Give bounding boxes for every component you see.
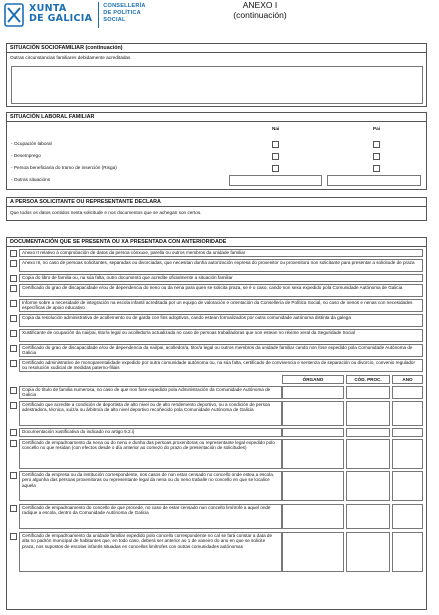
- logo-name-line2: DE GALICIA: [29, 13, 93, 24]
- doc-checkbox[interactable]: [10, 505, 17, 512]
- cod-proc-field[interactable]: [346, 386, 390, 399]
- logo-org-line1: CONSELLERÍA: [103, 3, 146, 9]
- logo-org-line3: SOCIAL: [103, 17, 126, 23]
- doc-item-text: Certificado da empresa ou da institución correspondente, nos casos de non estar censado no concello onde estea a escola, pero algunha das persoas proxenitoras ou representante legal da nena ou do neno traballe no concello en que se localice aquela: [19, 471, 282, 501]
- socio-label: Outras circunstancias familiares debidamente acreditadas: [10, 55, 131, 60]
- ano-field[interactable]: [392, 439, 423, 469]
- declara-text: Que todos os datos contidos nesta solicitude e nos documentos que se achegan son certos.: [10, 210, 202, 215]
- doc-checkbox[interactable]: [10, 315, 17, 322]
- doc-item-text: Xustificante de ocupación da nai/pai, titor/a legal ou acolledor/a actualizada no caso de persoas traballadoras que non estean no réxime xeral da Seguridade Social: [19, 329, 423, 342]
- doc-checkbox[interactable]: [10, 285, 17, 292]
- doc-checkbox[interactable]: [10, 275, 17, 282]
- doc-item: [10, 259, 423, 272]
- doc-item-text: Copia da resolución administrativa de acollemento ou de garda con fins adoptivos, cando estean formalizados por outra comunidade autónoma distinta da galega: [19, 314, 423, 327]
- doc-item-text: Informe sobre a necesidade de integración na escola infantil acreditada por un equipo de valoración e orientación da Consellería de Política Social, no caso de nenos e nenas con necesidades específicas de apoio educativo: [19, 299, 423, 312]
- doc-item-text: Anexo III, no caso de persoas solicitantes, separadas ou divorciadas, que necesitan dunha autorización expresa do proxenitor ou proxenitora non solicitante para presentar a solicitude de praza: [19, 259, 423, 272]
- doc-table-item: [10, 386, 282, 399]
- logo-name-line1: XUNTA: [29, 3, 67, 14]
- doc-table-item: [10, 428, 282, 437]
- doc-item: [10, 344, 423, 357]
- doc-item-text: Certificado que acredite a condición de deportista de alto nivel ou de alto rendemento deportivo, ou a condición de persoa adestradora, técnica, xuíz/a ou árbitro/a de alto nivel deportivo recoñecido pola Comunidade Autónoma de Galicia: [19, 401, 282, 426]
- doc-checkbox[interactable]: [10, 260, 17, 267]
- doc-table-item: [10, 471, 282, 501]
- laboral-row-risga: - Persoa beneficiaria do tramo de inserción (Risga): [11, 165, 117, 170]
- ocupacion-pai-checkbox[interactable]: [373, 141, 380, 148]
- doc-checkbox[interactable]: [10, 429, 17, 436]
- doc-item: [10, 314, 423, 327]
- xunta-logo: [3, 2, 153, 30]
- doc-item: [10, 284, 423, 297]
- laboral-section: [6, 112, 427, 190]
- column-nai: Nai: [272, 126, 280, 131]
- desemprego-nai-checkbox[interactable]: [272, 153, 279, 160]
- declara-section: [6, 197, 427, 221]
- doc-checkbox[interactable]: [10, 387, 17, 394]
- docs-section: [6, 237, 427, 610]
- doc-item-text: Certificado de empadroamento da nena ou do neno e dunha das persoas proxenitoras ou representante legal expedido polo concello no que residan (con efectos desde o día anterior ao comezo do prazo de presentación de solicitudes): [19, 439, 282, 469]
- annex-heading: [205, 0, 315, 20]
- ocupacion-nai-checkbox[interactable]: [272, 141, 279, 148]
- laboral-row-desemprego: - Desemprego: [11, 153, 41, 158]
- annex-title: ANEXO I: [242, 0, 278, 10]
- socio-text-area[interactable]: [11, 66, 423, 104]
- laboral-title: SITUACIÓN LABORAL FAMILIAR: [7, 113, 426, 122]
- cod-proc-field[interactable]: [346, 428, 390, 437]
- outras-pai-field[interactable]: [327, 175, 421, 186]
- logo-org-line2: DE POLÍTICA: [103, 10, 141, 16]
- doc-checkbox[interactable]: [10, 533, 17, 540]
- col-header-ano: ANO: [392, 375, 423, 384]
- risga-pai-checkbox[interactable]: [373, 165, 380, 172]
- logo-name: [29, 4, 92, 24]
- doc-item: [10, 329, 423, 342]
- doc-item-text: Certificado de empadroamento do concello de que procede, no caso de estar censado nun concello limítrofe a aquel onde radique a escola, dentro da Comunidade Autónoma de Galicia: [19, 504, 282, 529]
- cod-proc-field[interactable]: [346, 504, 390, 529]
- doc-item: [10, 299, 423, 312]
- doc-item-text: Documentación xustificativa do indicado no artigo 9.2.i): [19, 428, 282, 437]
- organo-field[interactable]: [282, 401, 344, 426]
- declara-title: A PERSOA SOLICITANTE OU REPRESENTANTE DECLARA: [7, 198, 426, 207]
- organo-field[interactable]: [282, 532, 344, 572]
- cod-proc-field[interactable]: [346, 401, 390, 426]
- logo-org: [103, 3, 145, 24]
- doc-checkbox[interactable]: [10, 402, 17, 409]
- doc-item: [10, 359, 423, 372]
- risga-nai-checkbox[interactable]: [272, 165, 279, 172]
- xunta-emblem-icon: [3, 2, 25, 28]
- doc-item-text: Certificado do grao de discapacidade e/ou de dependencia da nai/pai, acolledor/a, titor/a legal ou outros membros da unidade familiar cando non fose expedido pola Comunidade Autónoma de Galicia: [19, 344, 423, 357]
- ano-field[interactable]: [392, 504, 423, 529]
- desemprego-pai-checkbox[interactable]: [373, 153, 380, 160]
- doc-table-item: [10, 439, 282, 469]
- organo-field[interactable]: [282, 439, 344, 469]
- laboral-row-ocupacion: - Ocupación laboral: [11, 141, 52, 146]
- organo-field[interactable]: [282, 504, 344, 529]
- annex-subtitle: (continuación): [233, 10, 287, 20]
- cod-proc-field[interactable]: [346, 471, 390, 501]
- ano-field[interactable]: [392, 386, 423, 399]
- col-header-organo: ÓRGANO: [282, 375, 344, 384]
- logo-divider: [98, 2, 99, 28]
- organo-field[interactable]: [282, 386, 344, 399]
- socio-section: [6, 43, 427, 107]
- doc-item-text: Copia do libro de familia ou, na súa falta, outro documento que acredite oficialmente a situación familiar: [19, 274, 423, 282]
- doc-item: [10, 274, 423, 282]
- organo-field[interactable]: [282, 471, 344, 501]
- doc-checkbox[interactable]: [10, 250, 17, 257]
- outras-nai-field[interactable]: [229, 175, 322, 186]
- doc-item-text: Copia do título de familia numerosa, no caso de que non fose expedido pola Administración da Comunidade Autónoma de Galicia: [19, 386, 282, 399]
- doc-checkbox[interactable]: [10, 360, 17, 367]
- ano-field[interactable]: [392, 401, 423, 426]
- doc-item-text: Certificado administrativo de monoparentalidade expedido por outra comunidade autónoma ou, na súa falta, certificado de convivencia e sentenza de separación ou divorcio, convenio regulador ou resolución xudicial de medidas paterno-filiais: [19, 359, 423, 372]
- doc-checkbox[interactable]: [10, 330, 17, 337]
- col-header-cod-proc: CÓD. PROC.: [346, 375, 390, 384]
- doc-item-text: Certificado do grao de discapacidade e/ou de dependencia do neno ou da nena para quen se solicita praza, se é o caso, cando non sexa expedido pola Comunidade Autónoma de Galicia: [19, 284, 423, 297]
- doc-checkbox[interactable]: [10, 300, 17, 307]
- socio-title: SITUACIÓN SOCIOFAMILIAR (continuación): [7, 44, 426, 53]
- doc-table-item: [10, 532, 282, 572]
- doc-item-text: Anexo II relativo á comprobación de datos da persoa cónxuxe, parella ou outros membros da unidade familiar: [19, 249, 423, 257]
- doc-checkbox[interactable]: [10, 440, 17, 447]
- ano-field[interactable]: [392, 471, 423, 501]
- doc-item-text: Certificado de empadroamento da unidade familiar expedido polo concello correspondente no cal se fará constar a data de alta no padrón municipal de habitantes que, en todo caso, deberá ser anterior ao 1 de xaneiro do ano en que se solicite praza, nos supostos de escolas infantís situadas en concellos limítrofes con outras comunidades autónomas: [19, 532, 282, 572]
- cod-proc-field[interactable]: [346, 439, 390, 469]
- cod-proc-field[interactable]: [346, 532, 390, 572]
- doc-checkbox[interactable]: [10, 345, 17, 352]
- column-pai: Pai: [373, 126, 381, 131]
- ano-field[interactable]: [392, 532, 423, 572]
- ano-field[interactable]: [392, 428, 423, 437]
- docs-title: DOCUMENTACIÓN QUE SE PRESENTA OU XA PRESENTADA CON ANTERIORIDADE: [7, 238, 426, 247]
- laboral-row-outras: - Outras situacións: [11, 177, 51, 182]
- doc-table-item: [10, 504, 282, 529]
- doc-checkbox[interactable]: [10, 472, 17, 479]
- doc-table-item: [10, 401, 282, 426]
- doc-item: [10, 249, 423, 257]
- organo-field[interactable]: [282, 428, 344, 437]
